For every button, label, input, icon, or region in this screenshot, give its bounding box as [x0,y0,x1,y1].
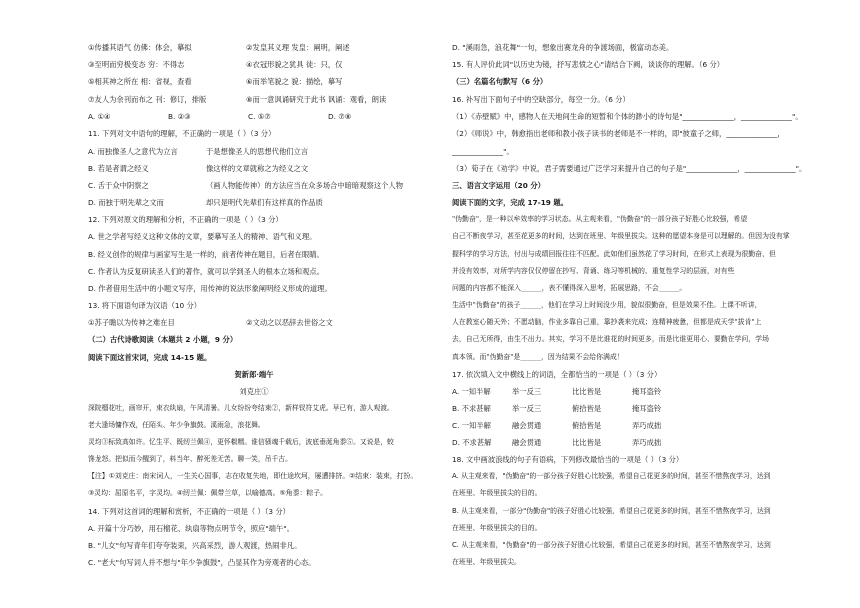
poem-note: 【注】①刘克庄：南宋词人，一生关心国事，志在收复失地，即仕途坎坷，屡遭排挤。②结束：装束，打扮。 [88,472,418,480]
q18-option-c[interactable]: C. 从主观来看，"伪勤奋"的一部分孩子好胜心比较强，希望自己花更多的时间，甚至不惜熬夜学习，达到 [452,541,771,549]
passage-line: 自己不断夜学习，甚至花更多的时间，达到在班里、年级里拔尖。这种的愿望本身是可以理解的。但因为没有掌 [452,232,790,240]
passage-line: 握科学的学习方法，付出与成绩回报往往不匹配。此如他们虽然花了学习时间，在形式上表现为很勤奋，但 [452,250,776,258]
question-18: 18. 文中画波浪线的句子有语病，下列修改最恰当的一项是（ ）（3 分） [452,455,684,464]
q12-option-c[interactable]: C. 作者认为反复研读圣人们的著作，就可以学到圣人的根本立场和观点。 [88,267,324,276]
passage-line: "伪勤奋"，是一种以牟效率的学习状态。从主观来看，"伪勤奋"的一部分孩子好胜心比较强，希望 [452,215,748,223]
q18-option-a[interactable]: A. 从主观来看，"伪勤奋"的一部分孩子好胜心比较强，希望自己花更多的时间，甚至不惜熬夜学习，达到 [452,472,771,480]
passage-line: 生活中"伪勤奋"的孩子______，他们在学习上时间没少用，貌似很勤奋，但是效果不佳。上课不听讲， [452,301,762,309]
q12-option-d[interactable]: D. 作者借用生活中的小题文写序，用传神的说法形象阐明经义形成的道理。 [88,284,332,293]
vocab-note: ⑧而一意讽诵研究于此书 讽诵：观看，朗读 [246,95,387,104]
vocab-note: ①传播其语气 仿佛：体会，摹拟 [88,43,192,52]
q12-option-b[interactable]: B. 经义创作的规律与画家写生是一样的，前者传神在题目，后者在眼睛。 [88,250,324,259]
q14-option-d[interactable]: D. "溪雨急，浪花舞"一句，想象出赛龙舟的争渡场面，极富动态美。 [452,43,674,52]
option-a[interactable]: A. ①④ [88,112,111,121]
vocab-note: ⑤相其神之所在 相：省视，查看 [88,77,192,86]
q18-option-b-cont: 在班里、年级里拔尖的目的。 [452,524,542,532]
q16-item-2: （2）《师说》中，韩愈指出老师和教小孩子读书的老师是不一样的，即"彼童子之师，______________， [452,129,785,138]
vocab-note: ④衣冠形貌之犹具 徒：只，仅 [246,60,343,69]
poem-note: ③灵均：屈原名平，字灵均。④纫兰佩：佩带兰草，以喻德高。⑤角黍：粽子。 [88,489,328,497]
q14-option-c[interactable]: C. "老大"句写词人并不想与"年少争旗鼓"，凸显其作为旁观者的心态。 [88,558,316,567]
vocab-note: ②发皇其义理 发皇：阐明，阐述 [246,43,350,52]
option-b[interactable]: B. ②③ [168,112,191,121]
option-d[interactable]: D. ⑦⑧ [328,112,352,121]
q16-item-3: （3）荀子在《劝学》中说，君子需要通过广泛学习来提升自己的句子是"______________，______________"。 [452,164,807,173]
vocab-note: ③至明而穷极变态 穷：不得志 [88,60,185,69]
question-15: 15. 有人评价此词"以历史为镜，抒写悲愤之心"请结合下阙，谈谈你的理解。（6 分） [452,60,725,69]
section-3-title: （三）名篇名句默写（6 分） [452,77,548,86]
poem-title: 贺新郎·端午 [234,370,274,379]
poem-line: 馋龙怒。把似而今醒到了，料当年、醉死差无苦。聊一笑，吊千古。 [88,455,292,463]
question-14: 14. 下列对这首词的理解和赏析，不正确的一项是（ ）（3 分） [88,507,290,516]
reading-intro: 阅读下面的文字，完成 17-19 题。 [452,198,568,207]
q18-option-a-cont: 在班里、年级里拔尖的目的。 [452,489,542,497]
vocab-note: ⑦友人为余刊而布之 刊：修订，排版 [88,95,207,104]
q16-item-2-cont: ______________"。 [452,147,514,156]
passage-line: 问题的内容都不能深入______，表不懂得深入思考，拓展思路，不会______。 [452,284,687,292]
question-12: 12. 下列对原文的理解和分析，不正确的一项是（ ）（3 分） [88,215,283,224]
poem-author: 刘克庄① [239,387,269,396]
question-16: 16. 补写出下面句子中的空缺部分，每空一分。（6 分） [452,95,630,104]
q14-option-a[interactable]: A. 开篇十分巧妙，用石榴花、纨扇等物点明节令，照应"端午"。 [88,524,294,533]
poem-line: 灵均③标致高如许。忆生平、既纫兰佩④，更怀椒糈。谁信骚魂千载后，波底垂涎角黍⑤。又说是，蛟 [88,438,394,446]
question-13: 13. 将下面语句译为汉语（10 分） [88,301,202,310]
q18-option-b[interactable]: B. 从主观来看，一部分"伪勤奋"的孩子好胜心比较强，希望自己花更多的时间，甚至不惜熬夜学习，达到 [452,507,771,515]
passage-line: 真本领。而"伪勤奋"是______，因为结果不会给你满成！ [452,353,624,361]
part-3-title: 三、语言文字运用（20 分） [452,181,545,190]
q16-item-1: （1）《赤壁赋》中，感物人在天地间生命的短暂和个体的渺小的诗句是"______________，______________"。 [452,112,803,121]
passage-line: 并没有效率，对所学内容仅仅停留在抄写、背诵、练习等机械的、重复性学习的层面，对有些 [452,267,735,275]
passage-line: 去，自己无所得，由生不出力。其实，学习不是比谁花的时间更多，而是比谁更用心、要勤在学问，学场 [452,335,769,343]
q18-option-c-cont: 在班里、年级里拔尖。 [452,558,521,566]
question-17: 17. 依次填入文中横线上的词语，全都恰当的一项是（ ）（3 分） [452,370,662,379]
poem-line: 深院榴花吐，画帘开，束衣纨扇，午风清暑。儿女纷纷夸结束②，新样钗符艾虎。早已有，游人观渡。 [88,404,394,412]
q14-option-b[interactable]: B. "儿女"句写青年们夸夸装束，兴高采烈，游人观渡，热闹非凡。 [88,541,302,550]
passage-line: 人在教室心随天外；不愿动脑，作业多靠自己重，靠抄袭来完成；连精神疲惫，但都是成天学"拔肯"上 [452,318,762,326]
vocab-note: ⑥而举笔貌之 貌：描绘，摹写 [246,77,343,86]
section-2-title: （二）古代诗歌阅读（本题共 2 小题，9 分） [88,335,238,344]
q12-option-a[interactable]: A. 世之学者写经义这种文体的文章，要摹写圣人的精神、语气和义理。 [88,232,317,241]
section-2-intro: 阅读下面这首宋词，完成 14-15 题。 [88,353,212,362]
poem-line: 老大逢场慵作戏，任陌头、年少争旗鼓。溪雨急，浪花舞。 [88,421,265,429]
question-11: 11. 下列对文中语句的理解，不正确的一项是（ ）（3 分） [88,129,276,138]
option-c[interactable]: C. ⑤⑦ [248,112,271,121]
